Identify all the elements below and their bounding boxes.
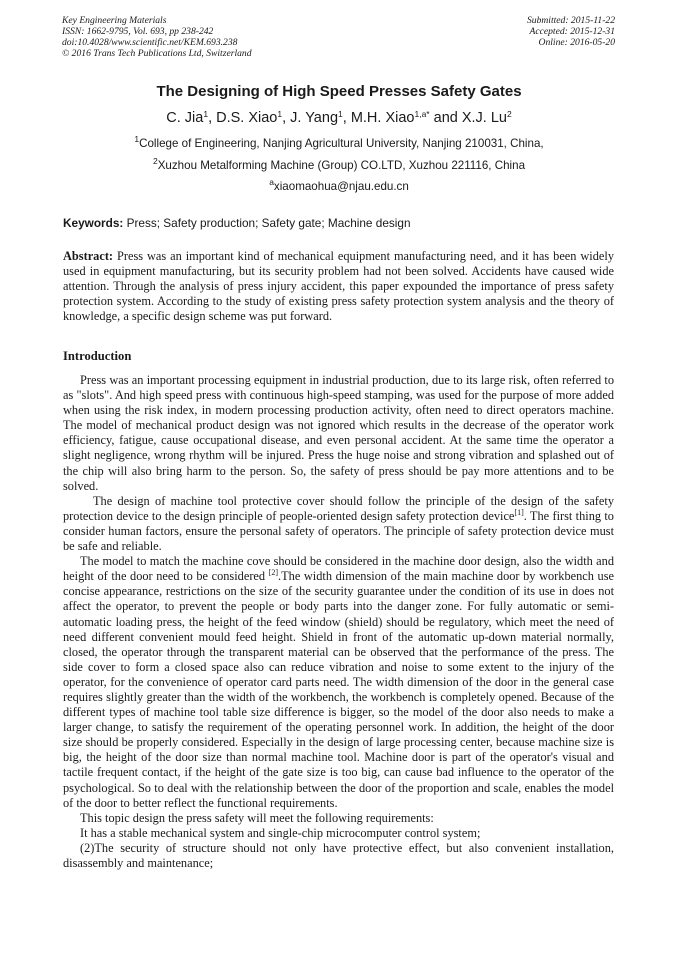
author-separator: and [429, 110, 462, 126]
affiliation-text: College of Engineering, Nanjing Agricultural University, Nanjing 210031, China, [139, 137, 544, 150]
paragraph [63, 826, 614, 841]
author-separator: , [208, 110, 217, 126]
accepted-date: Accepted: 2015-12-31 [529, 26, 615, 37]
affiliation-text: Xuzhou Metalforming Machine (Group) CO.LTD, Xuzhou 221116, China [157, 159, 526, 172]
abstract-label: Abstract: [63, 249, 114, 263]
author-name: D.S. Xiao [216, 110, 278, 126]
journal-name: Key Engineering Materials [62, 15, 167, 26]
journal-issn: ISSN: 1662-9795, Vol. 693, pp 238-242 [62, 26, 214, 37]
author-name: X.J. Lu [461, 110, 507, 126]
author-affiliation-mark: 1 [203, 109, 209, 119]
paragraph [63, 811, 614, 826]
submitted-date: Submitted: 2015-11-22 [526, 15, 615, 26]
author-affiliation-mark: 1,a* [414, 109, 430, 119]
paragraph-text: It has a stable mechanical system and single-chip microcomputer control system; [80, 825, 481, 840]
paragraph-text: . The first thing to consider human factors, ensure the personal safety of operators. The principle of safety protection device must be safe and reliable. [63, 508, 614, 554]
affiliation-2 [0, 156, 678, 172]
citation-ref[interactable]: [1] [514, 507, 524, 517]
abstract [63, 249, 614, 324]
author-affiliation-mark: 2 [507, 109, 512, 119]
section-heading-introduction: Introduction [63, 349, 132, 363]
affiliation-mark: a [269, 177, 274, 187]
abstract-text: Press was an important kind of mechanical equipment manufacturing need, and it has been widely used in equipment manufacturing, but its security problem had not been solved. Accidents have caused wide attention. Through the analysis of press injury accident, this paper expounded the importance of press safety protection system. According to the study of existing press safety protection system analysis and the theory of knowledge, a specific design scheme was put forward. [63, 249, 614, 324]
paragraph-text: The design of machine tool protective cover should follow the principle of the design of the safety protection device to the design principle of people-oriented design safety protection device [63, 493, 614, 523]
author-name: C. Jia [166, 110, 204, 126]
paragraph [63, 494, 614, 554]
paragraph-text: The model to match the machine cove should be considered in the machine door design, also the width and height of the door need to be considered [63, 554, 614, 584]
author-list [0, 110, 678, 126]
journal-copyright: © 2016 Trans Tech Publications Ltd, Switzerland [62, 48, 252, 59]
author-affiliation-mark: 1 [338, 109, 343, 119]
submission-dates [527, 15, 615, 48]
introduction-body [63, 373, 614, 871]
affiliation-mark: 1 [134, 134, 140, 144]
affiliation-mark: 2 [152, 156, 158, 166]
paragraph-text: Press was an important processing equipment in industrial production, due to its large risk, often referred to as "slots". And high speed press with continuous high-speed stamping, was used for the purpose of more added when using the risk index, in modern processing production activity, often need to direct operators machine. The model of mechanical product design was not ignored which results in the decrease of the operator work efficiency, fatigue, cause occupational disease, and even personal accident. At the same time the operator a slight negligence, wrong rhythm will be injured. Press the huge noise and strong vibration and splashed out of the chip will also bring harm to the person. So, the safety of press should be pay more attentions and to be solved. [63, 373, 614, 493]
keywords-text: Press; Safety production; Safety gate; Machine design [126, 216, 411, 230]
affiliation-1 [0, 134, 678, 150]
journal-info [62, 15, 252, 59]
paragraph [63, 841, 614, 871]
paper-title: The Designing of High Speed Presses Safety Gates [156, 83, 522, 100]
author-separator: , [342, 110, 351, 126]
paragraph [63, 554, 614, 811]
paragraph [63, 373, 614, 494]
author-name: M.H. Xiao [350, 110, 415, 126]
author-separator: , [282, 110, 291, 126]
author-name: J. Yang [290, 110, 339, 126]
online-date: Online: 2016-05-20 [538, 37, 615, 48]
paragraph-text: This topic design the press safety will meet the following requirements: [80, 810, 434, 825]
paragraph-text: .The width dimension of the main machine door by workbench use concise appearance, restrictions on the size of the security guarantee under the condition of its use in does not affect the operator, to prevent the people or body parts into the danger zone. For fully automatic or semi-automatic loading press, the height of the feed window (shield) should be regulatory, which meet the need of need different convenient mould feed height. Shield in front of the automatic up-down material normally, closed, the operator through the transparent material can be observed that the performance of the press. The side cover to form a closed space also can reduce vibration and noise to some extent to the injury of the operator, for the convenience of operator card parts need. The width dimension of the door in the general case requires slightly greater than the width of the workbench, the workbench is completely opened. Because of the different types of machine tool table size difference is bigger, so the model of the door also needs to make a larger change, to satisfy the requirement of the operating personnel work. In addition, the height of the door size should be properly considered. Especially in the design of large processing center, because machine size is big, the height of the door size than normal machine tool. Machine door is part of the operator's visual and tactile frequent contact, if the height of the gate size is too big, can cause bad influence to the operator of the psychological. So to deal with the relationship between the door of the proportion and scale, enables the model of the door to better reflect the functional requirements. [63, 569, 614, 810]
paragraph-text: (2)The security of structure should not only have protective effect, but also convenient installation, disassembly and maintenance; [63, 840, 614, 870]
keywords-label: Keywords: [63, 216, 124, 230]
keywords [63, 216, 411, 230]
corresponding-email [0, 177, 678, 193]
journal-doi[interactable]: doi:10.4028/www.scientific.net/KEM.693.238 [62, 37, 238, 48]
citation-ref[interactable]: [2] [268, 568, 279, 578]
email-link[interactable]: xiaomaohua@njau.edu.cn [273, 180, 409, 193]
author-affiliation-mark: 1 [277, 109, 283, 119]
